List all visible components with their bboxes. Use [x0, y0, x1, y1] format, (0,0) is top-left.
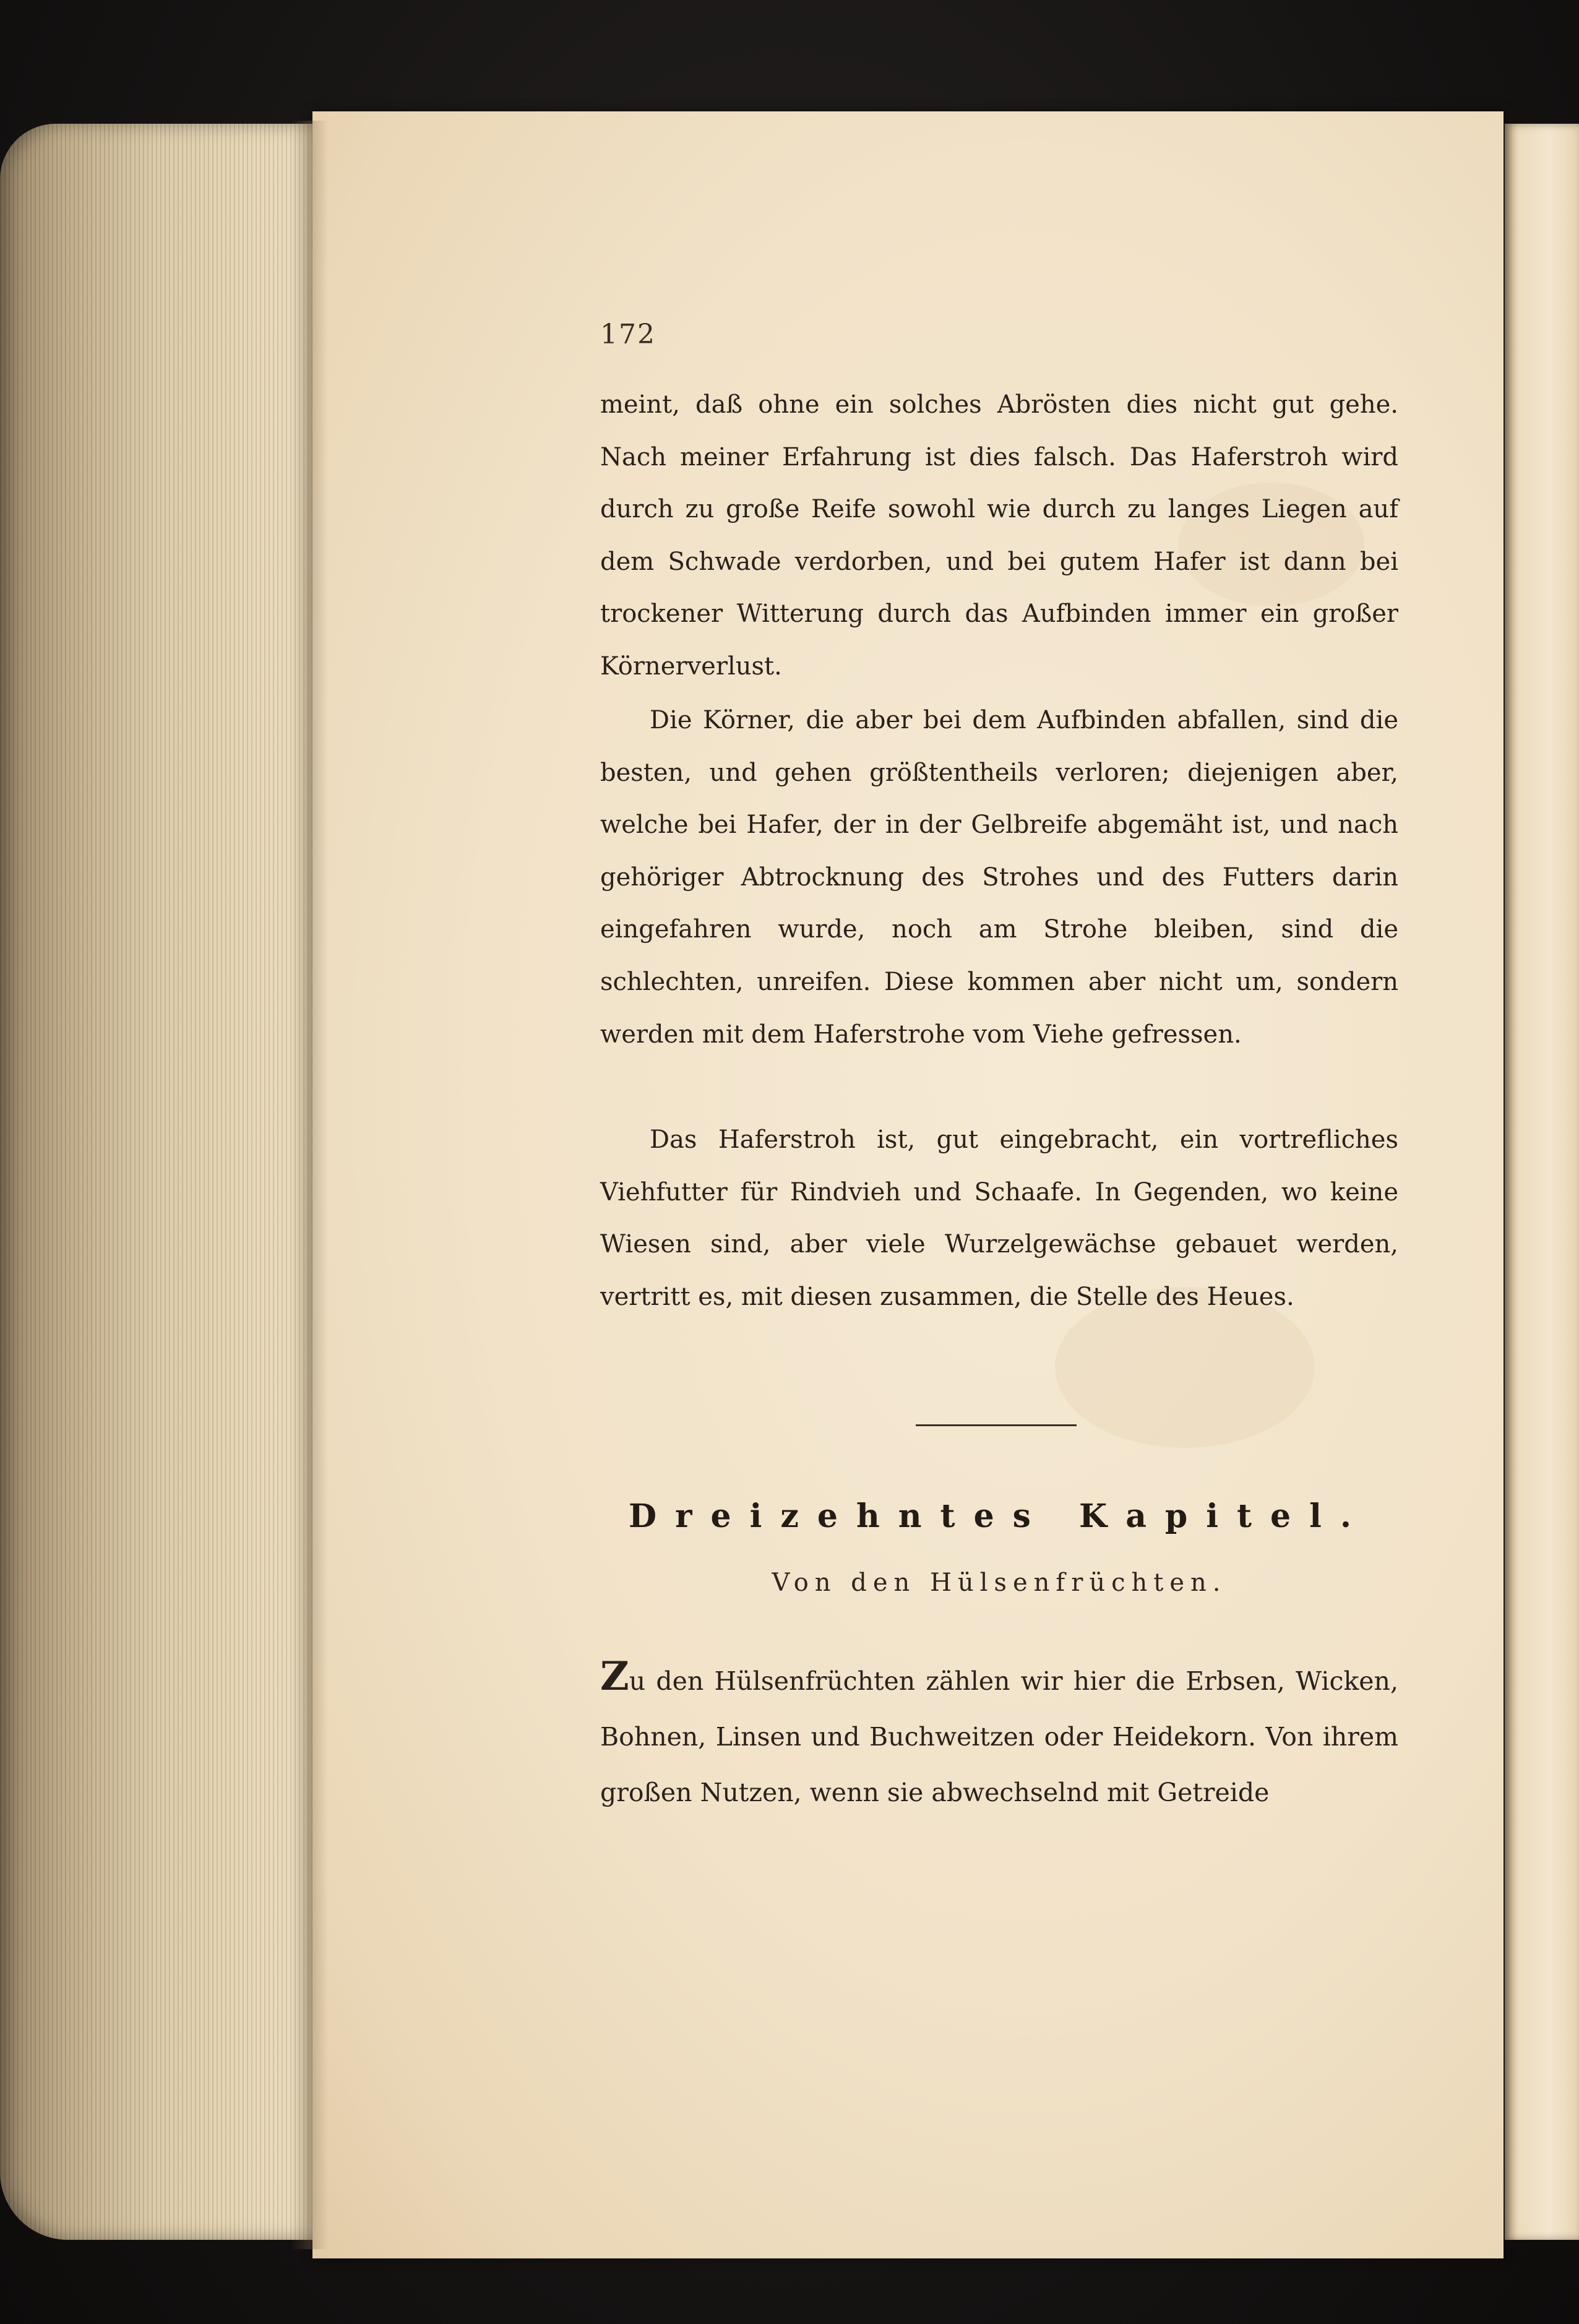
section-divider: [916, 1424, 1077, 1426]
chapter-initial: Z: [600, 1653, 629, 1700]
adjacent-page-edge: [1505, 124, 1579, 2240]
paragraph-haferstroh: Das Haferstroh ist, gut eingebracht, ein vortrefliches Viehfutter für Rindvieh und Schaafe. In Gegenden, wo keine Wiesen sind, aber viele Wurzelgewächse gebauet werden, vertritt es, mit diesen zusammen, die Stelle des Heues.: [600, 1125, 1398, 1311]
chapter-heading: Dreizehntes Kapitel.: [629, 1497, 1370, 1535]
page-number: 172: [600, 319, 656, 350]
paragraph-continued: meint, daß ohne ein solches Abrösten dies nicht gut gehe. Nach meiner Erfahrung ist dies falsch. Das Haferstroh wird durch zu große Reife sowohl wie durch zu langes Liegen auf dem Schwade verdorben, und bei gutem Hafer ist dann bei trockener Witterung durch das Aufbinden immer ein großer Körnerverlust.: [600, 390, 1398, 681]
chapter-subtitle: Von den Hülsenfrüchten.: [772, 1569, 1227, 1597]
page-gutter-shadow: [291, 121, 328, 2249]
paragraph-koerner: Die Körner, die aber bei dem Aufbinden abfallen, sind die besten, und gehen größtentheils verloren; diejenigen aber, welche bei Hafer, der in der Gelbreife abgemäht ist, und nach gehöriger Abtrocknung des Strohes und des Futters darin eingefahren wurde, noch am Strohe bleiben, sind die schlechten, unreifen. Diese kommen aber nicht um, sondern werden mit dem Haferstrohe vom Viehe gefressen.: [600, 706, 1398, 1049]
chapter-opening-text: u den Hülsenfrüchten zählen wir hier die Erbsen, Wicken, Bohnen, Linsen und Buchweitzen oder Heidekorn. Von ihrem großen Nutzen, wenn sie abwechselnd mit Getreide: [600, 1666, 1398, 1807]
chapter-opening-paragraph: [600, 1653, 1398, 1820]
